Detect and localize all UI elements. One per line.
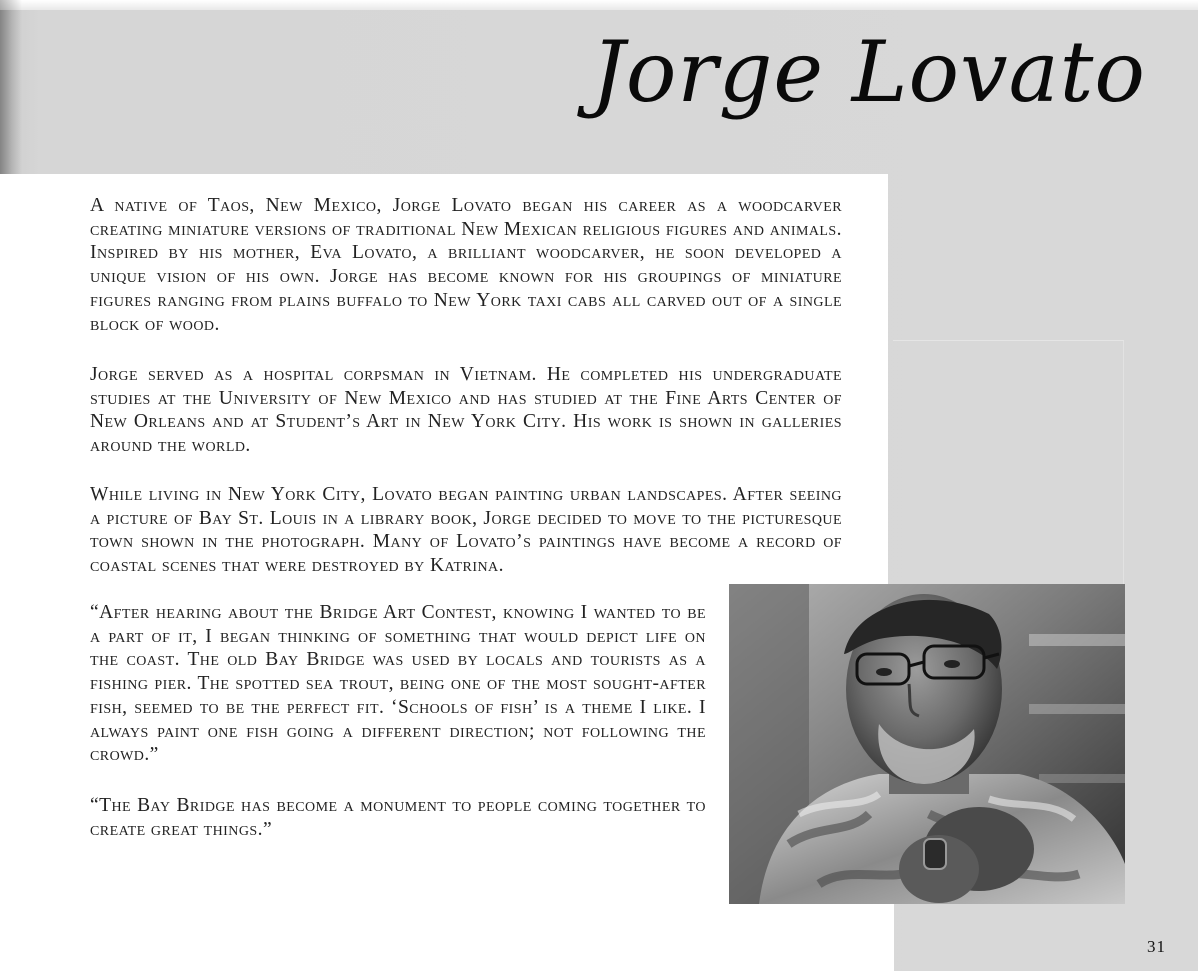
paragraph-intro: A native of Taos, New Mexico, Jorge Lovato began his career as a woodcarver creating miniature versions of traditional New Mexican religious figures and animals. Inspired by his mother, Eva Lovato, a brilliant woodcarver, he soon developed a unique vision of his own. Jorge has become known for his groupings of miniature figures ranging from plains buffalo to New York taxi cabs all carved out of a single block of wood. (90, 195, 842, 335)
artist-portrait-photo (729, 584, 1125, 904)
background-rule (893, 340, 1124, 591)
paragraph-quote-bridge: “The Bay Bridge has become a monument to people coming together to create great things.” (90, 795, 706, 840)
paragraph-service: Jorge served as a hospital corpsman in Vietnam. He completed his undergraduate studies at the University of New Mexico and has studied at the Fine Arts Center of New Orleans and at Student’s Art in New York City. His work is shown in galleries around the world. (90, 364, 842, 457)
paragraph-new-york: While living in New York City, Lovato began painting urban landscapes. After seeing a picture of Bay St. Louis in a library book, Jorge decided to move to the picturesque town shown in the photograph. Many of Lovato’s paintings have become a record of coastal scenes that were destroyed by Katrina. (90, 484, 842, 577)
page-top-edge (0, 0, 1198, 10)
page-number: 31 (1147, 937, 1166, 956)
paragraph-quote-contest: “After hearing about the Bridge Art Contest, knowing I wanted to be a part of it, I began thinking of something that would depict life on the coast. The old Bay Bridge was used by locals and tourists as a fishing pier. The spotted sea trout, being one of the most sought-after fish, seemed to be the perfect fit. ‘Schools of fish’ is a theme I like. I always paint one fish going a different direction; not following the crowd.” (90, 602, 706, 766)
page-title: Jorge Lovato (591, 23, 1146, 121)
